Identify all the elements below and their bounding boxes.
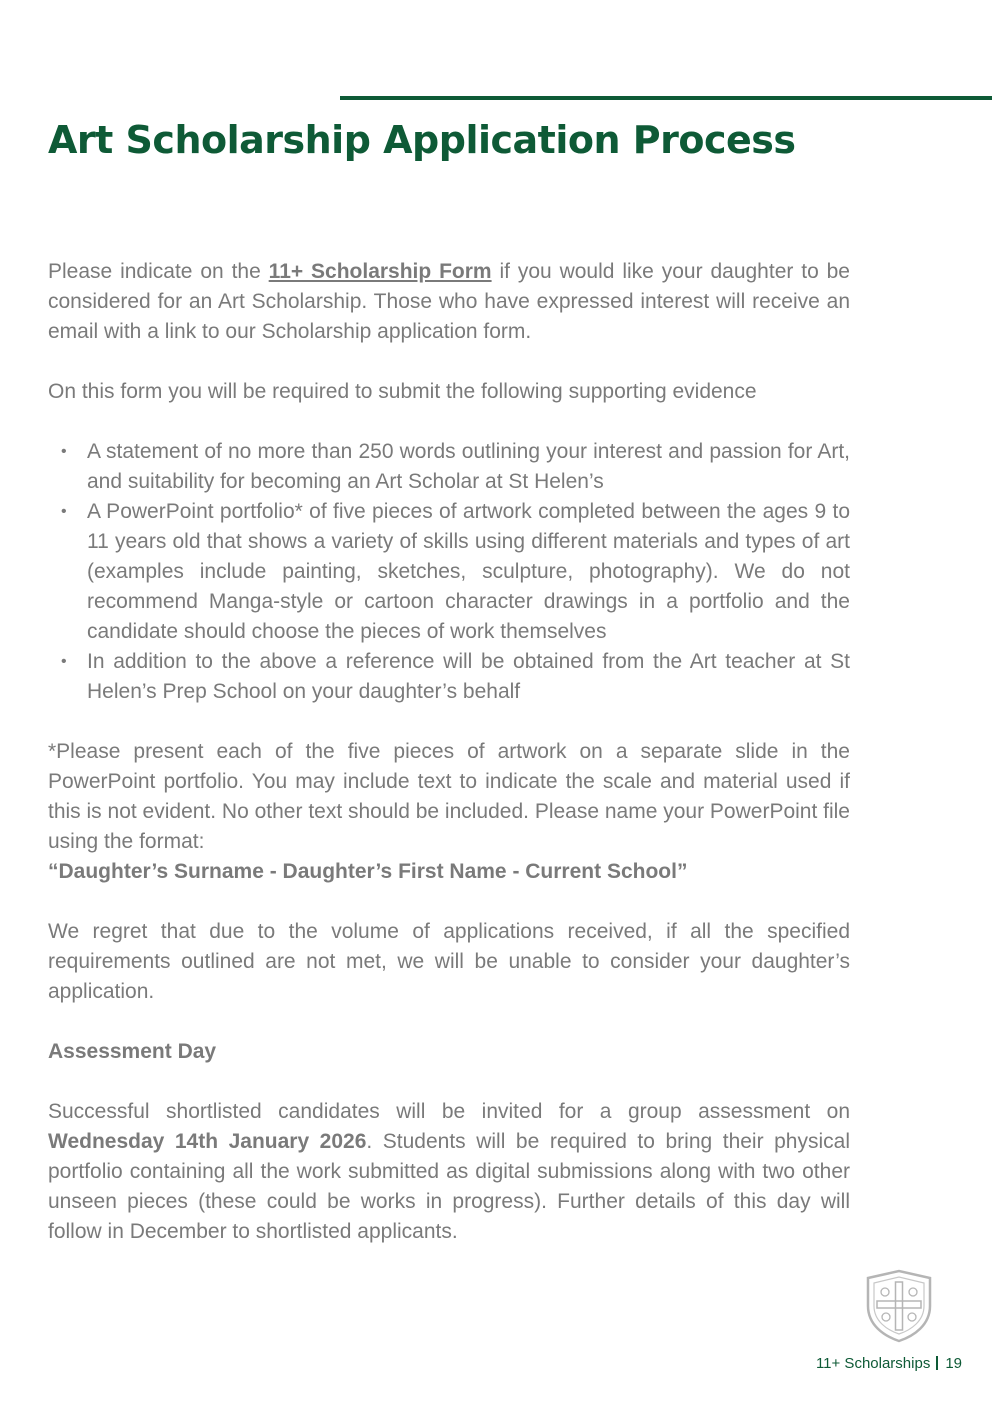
assessment-date: Wednesday 14th January 2026 (48, 1130, 367, 1153)
list-item (48, 437, 850, 497)
intro-text-after: if you would like your daughter to be considered for an Art Scholarship. Those who have expressed interest will receive an email with a link to our Scholarship application form. (48, 260, 850, 343)
list-item-text: A PowerPoint portfolio* of five pieces of artwork completed between the ages 9 to 11 years old that shows a variety of skills using different materials and types of art (examples include painting, sketches, sculpture, photography). We do not recommend Manga-style or cartoon character drawings in a portfolio and the candidate should choose the pieces of work themselves (87, 500, 850, 643)
assessment-heading: Assessment Day (48, 1040, 217, 1063)
portfolio-note-text: *Please present each of the five pieces of artwork on a separate slide in the PowerPoint portfolio. You may include text to indicate the scale and material used if this is not evident. No other text should be included. Please name your PowerPoint file using the format: (48, 740, 850, 853)
regret-paragraph: We regret that due to the volume of applications received, if all the specified requirements outlined are not met, we will be unable to consider your daughter’s application. (48, 920, 850, 1003)
page-footer (816, 1355, 962, 1372)
header-rule (340, 96, 992, 100)
footer-divider (936, 1356, 938, 1370)
intro-paragraph (48, 257, 850, 347)
list-item-text: A statement of no more than 250 words outlining your interest and passion for Art, and suitability for becoming an Art Scholar at St Helen’s (87, 440, 850, 493)
scholarship-form-link[interactable]: 11+ Scholarship Form (268, 260, 492, 283)
bullet-icon: • (61, 503, 67, 520)
evidence-lead: On this form you will be required to submit the following supporting evidence (48, 380, 757, 403)
portfolio-note (48, 737, 850, 887)
assessment-paragraph (48, 1097, 850, 1247)
list-item (48, 497, 850, 647)
body-content (48, 257, 850, 1277)
intro-text-before: Please indicate on the (48, 260, 269, 283)
footer-section: 11+ Scholarships (815, 1355, 931, 1372)
page-title: Art Scholarship Application Process (48, 118, 796, 162)
bullet-icon: • (61, 653, 67, 670)
evidence-list (48, 437, 850, 707)
bullet-icon: • (61, 443, 67, 460)
page-number: 19 (945, 1355, 962, 1372)
list-item-text: In addition to the above a reference will be obtained from the Art teacher at St Helen’s Prep School on your daughter’s behalf (87, 650, 850, 703)
list-item (48, 647, 850, 707)
assessment-text-after: . Students will be required to bring their physical portfolio containing all the work submitted as digital submissions along with two other unseen pieces (these could be works in progress). Further details of this day will follow in December to shortlisted applicants. (48, 1130, 851, 1243)
assessment-text-before: Successful shortlisted candidates will be invited for a group assessment on (48, 1100, 850, 1123)
school-crest-icon (864, 1268, 934, 1344)
file-name-format: “Daughter’s Surname - Daughter’s First Name - Current School” (48, 860, 688, 883)
